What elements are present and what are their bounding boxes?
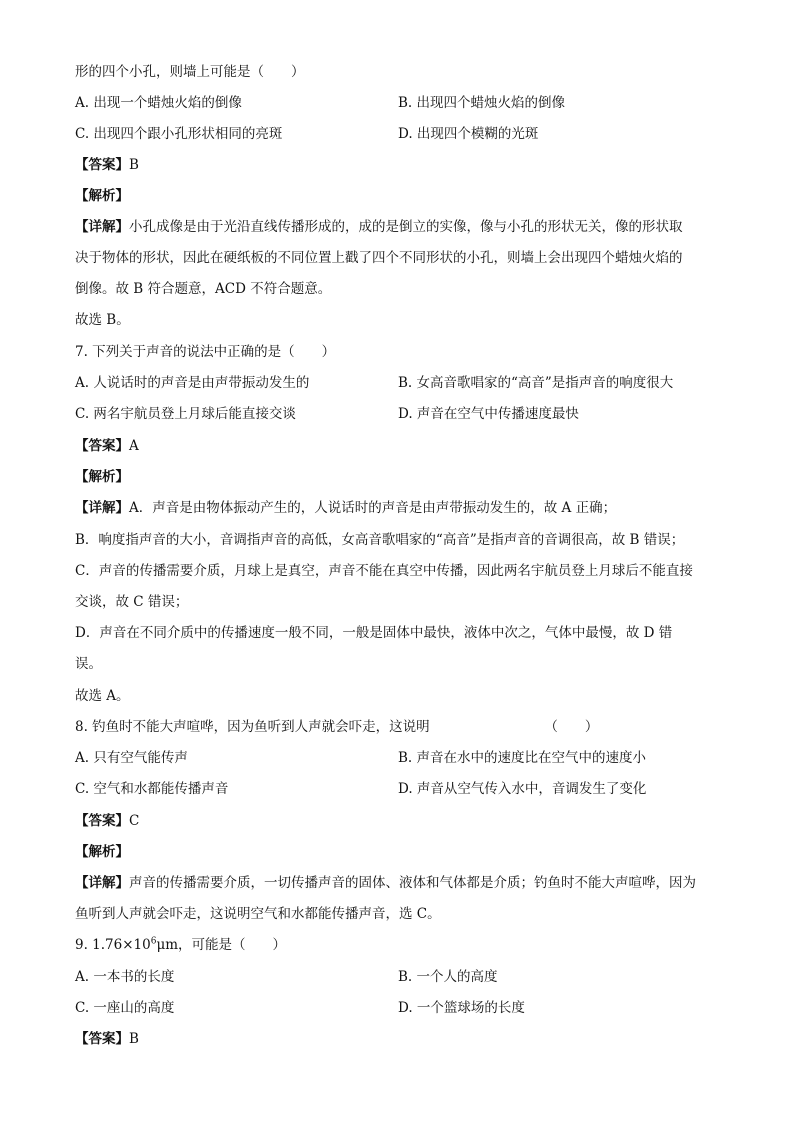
answer-tag: 【答案】 [75,813,129,829]
q7-detail-line-6: 误。 [75,656,102,672]
q8-answer [75,811,139,831]
stem-prefix: 9. 1.76×10 [75,937,151,953]
question-9-stem [75,935,286,955]
detail-tag: 【详解】 [75,219,129,235]
q7-option-c: C. 两名宇航员登上月球后能直接交谈 [75,406,296,422]
answer-tag: 【答案】 [75,1031,129,1047]
detail-text: 声音的传播需要介质，一切传播声音的固体、液体和气体都是介质；钓鱼时不能大声喧哗，因为 [129,875,696,891]
q6-conclusion: 故选 B。 [75,312,130,328]
q7-option-b: B. 女高音歌唱家的“高音”是指声音的响度很大 [398,375,674,391]
answer-tag: 【答案】 [75,438,129,454]
answer-value: B [129,157,139,173]
q8-option-c: C. 空气和水都能传播声音 [75,781,229,797]
question-6-stem-continuation: 形的四个小孔，则墙上可能是（ ） [75,64,305,80]
question-7-stem: 7. 下列关于声音的说法中正确的是（ ） [75,344,336,360]
q6-detail-line-1 [75,217,683,237]
answer-tag: 【答案】 [75,157,129,173]
answer-value: A [129,438,139,454]
question-8-stem: 8. 钓鱼时不能大声喧哗，因为鱼听到人声就会吓走，这说明 （ ） [75,719,599,735]
q6-option-d: D. 出现四个模糊的光斑 [398,126,539,142]
q7-detail-line-4: 交谈，故 C 错误； [75,594,189,610]
detail-text: 小孔成像是由于光沿直线传播形成的，成的是倒立的实像，像与小孔的形状无关，像的形状取 [129,219,683,235]
detail-text: A．声音是由物体振动产生的，人说话时的声音是由声带振动发生的，故 A 正确； [129,500,617,516]
q9-option-c: C. 一座山的高度 [75,1000,175,1016]
detail-tag: 【详解】 [75,875,129,891]
q9-option-b: B. 一个人的高度 [398,969,498,985]
q7-detail-line-3: C．声音的传播需要介质，月球上是真空，声音不能在真空中传播，因此两名宇航员登上月球后不能直接 [75,563,693,579]
q6-option-b: B. 出现四个蜡烛火焰的倒像 [398,95,566,111]
q6-detail-line-3: 倒像。故 B 符合题意，ACD 不符合题意。 [75,281,332,297]
q7-option-d: D. 声音在空气中传播速度最快 [398,406,579,422]
q6-detail-line-2: 决于物体的形状，因此在硬纸板的不同位置上戳了四个不同形状的小孔，则墙上会出现四个蜡烛火焰的 [75,250,683,266]
q8-option-d: D. 声音从空气传入水中，音调发生了变化 [398,781,647,797]
q6-option-a: A. 出现一个蜡烛火焰的倒像 [75,95,242,111]
q8-option-b: B. 声音在水中的速度比在空气中的速度小 [398,750,647,766]
q9-option-a: A. 一本书的长度 [75,969,175,985]
q7-detail-line-5: D．声音在不同介质中的传播速度一般不同，一般是固体中最快，液体中次之，气体中最慢，故 D 错 [75,625,673,641]
q8-analysis-tag: 【解析】 [75,844,129,860]
q7-answer [75,436,139,456]
answer-value: C [129,813,140,829]
q8-detail-line-1 [75,873,696,893]
q6-answer [75,155,139,175]
q9-answer [75,1029,139,1049]
q6-analysis-tag: 【解析】 [75,188,129,204]
q9-option-d: D. 一个篮球场的长度 [398,1000,525,1016]
exponent: 6 [150,936,157,947]
detail-tag: 【详解】 [75,500,129,516]
q7-detail-line-2: B．响度指声音的大小，音调指声音的高低，女高音歌唱家的“高音”是指声音的音调很高，故 B 错误； [75,532,685,548]
answer-value: B [129,1031,139,1047]
q7-analysis-tag: 【解析】 [75,469,129,485]
q8-option-a: A. 只有空气能传声 [75,750,188,766]
q6-option-c: C. 出现四个跟小孔形状相同的亮斑 [75,126,283,142]
stem-suffix: μm，可能是（ ） [156,937,287,953]
q7-detail-line-1 [75,498,616,518]
q8-detail-line-2: 鱼听到人声就会吓走，这说明空气和水都能传播声音，选 C。 [75,906,441,922]
q7-conclusion: 故选 A。 [75,688,130,704]
q7-option-a: A. 人说话时的声音是由声带振动发生的 [75,375,310,391]
